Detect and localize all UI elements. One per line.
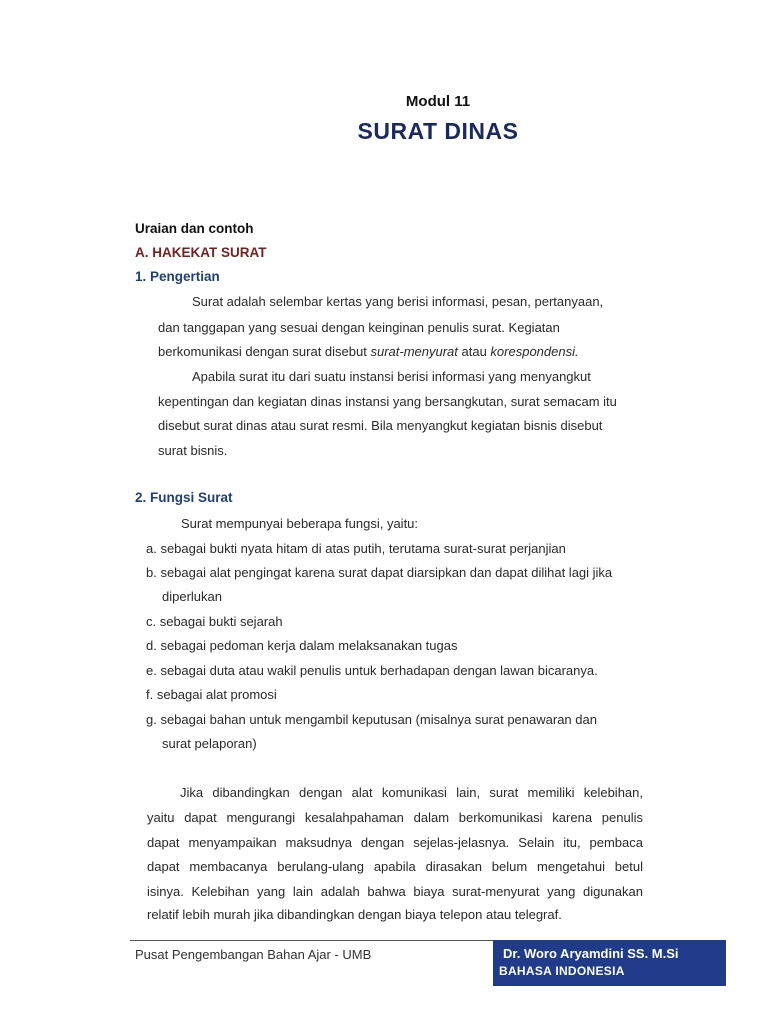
paragraph-line: dan tanggapan yang sesuai dengan keinginan penulis surat. Kegiatan	[158, 320, 560, 335]
closing-paragraph-line: relatif lebih murah jika dibandingkan dengan biaya telepon atau telegraf.	[147, 907, 562, 922]
paragraph-line: surat bisnis.	[158, 443, 228, 458]
list-item: c. sebagai bukti sejarah	[146, 614, 283, 629]
list-item: b. sebagai alat pengingat karena surat dapat diarsipkan dan dapat dilihat lagi jika	[146, 565, 613, 580]
list-item: g. sebagai bahan untuk mengambil keputusan (misalnya surat penawaran dan	[146, 712, 597, 727]
subheading-pengertian: 1. Pengertian	[135, 269, 220, 284]
closing-paragraph-line: dapat menyampaikan maksudnya dengan sejelas-jelasnya. Selain itu, pembaca	[147, 835, 643, 850]
list-item: f. sebagai alat promosi	[146, 687, 277, 702]
text-run: berkomunikasi dengan surat disebut	[158, 344, 371, 359]
section-intro: Uraian dan contoh	[135, 221, 254, 236]
list-item: a. sebagai bukti nyata hitam di atas putih, terutama surat-surat perjanjian	[146, 541, 566, 556]
emphasis-term: surat-menyurat	[370, 344, 458, 359]
list-item: e. sebagai duta atau wakil penulis untuk berhadapan dengan lawan bicaranya.	[146, 663, 598, 678]
text-run: atau	[457, 344, 491, 359]
closing-paragraph-line: Jika dibandingkan dengan alat komunikasi lain, surat memiliki kelebihan,	[180, 785, 643, 800]
closing-paragraph-line: yaitu dapat mengurangi kesalahpahaman dalam berkomunikasi karena penulis	[147, 810, 643, 825]
paragraph-line	[158, 344, 579, 359]
closing-paragraph-line: dapat membacanya berulang-ulang apabila dirasakan belum mengetahui betul	[147, 859, 643, 874]
paragraph-line: disebut surat dinas atau surat resmi. Bila menyangkut kegiatan bisnis disebut	[158, 418, 603, 433]
footer-subject: BAHASA INDONESIA	[499, 964, 625, 978]
emphasis-term: korespondensi.	[490, 344, 579, 359]
module-number: Modul 11	[405, 93, 471, 110]
list-item-continuation: diperlukan	[162, 589, 222, 604]
paragraph-line: kepentingan dan kegiatan dinas instansi yang bersangkutan, surat semacam itu	[158, 394, 617, 409]
paragraph-line: Apabila surat itu dari suatu instansi berisi informasi yang menyangkut	[192, 369, 591, 384]
paragraph-line: Surat adalah selembar kertas yang berisi informasi, pesan, pertanyaan,	[192, 294, 604, 309]
subheading-fungsi: 2. Fungsi Surat	[135, 490, 233, 505]
list-item: d. sebagai pedoman kerja dalam melaksanakan tugas	[146, 638, 458, 653]
page-title: SURAT DINAS	[357, 118, 519, 144]
list-intro: Surat mempunyai beberapa fungsi, yaitu:	[181, 516, 419, 531]
footer-author: Dr. Woro Aryamdini SS. M.Si	[503, 946, 679, 961]
section-heading-a: A. HAKEKAT SURAT	[135, 245, 267, 260]
closing-paragraph-line: isinya. Kelebihan yang lain adalah bahwa biaya surat-menyurat yang digunakan	[147, 884, 643, 899]
footer-institution: Pusat Pengembangan Bahan Ajar - UMB	[135, 947, 372, 962]
list-item-continuation: surat pelaporan)	[162, 736, 257, 751]
